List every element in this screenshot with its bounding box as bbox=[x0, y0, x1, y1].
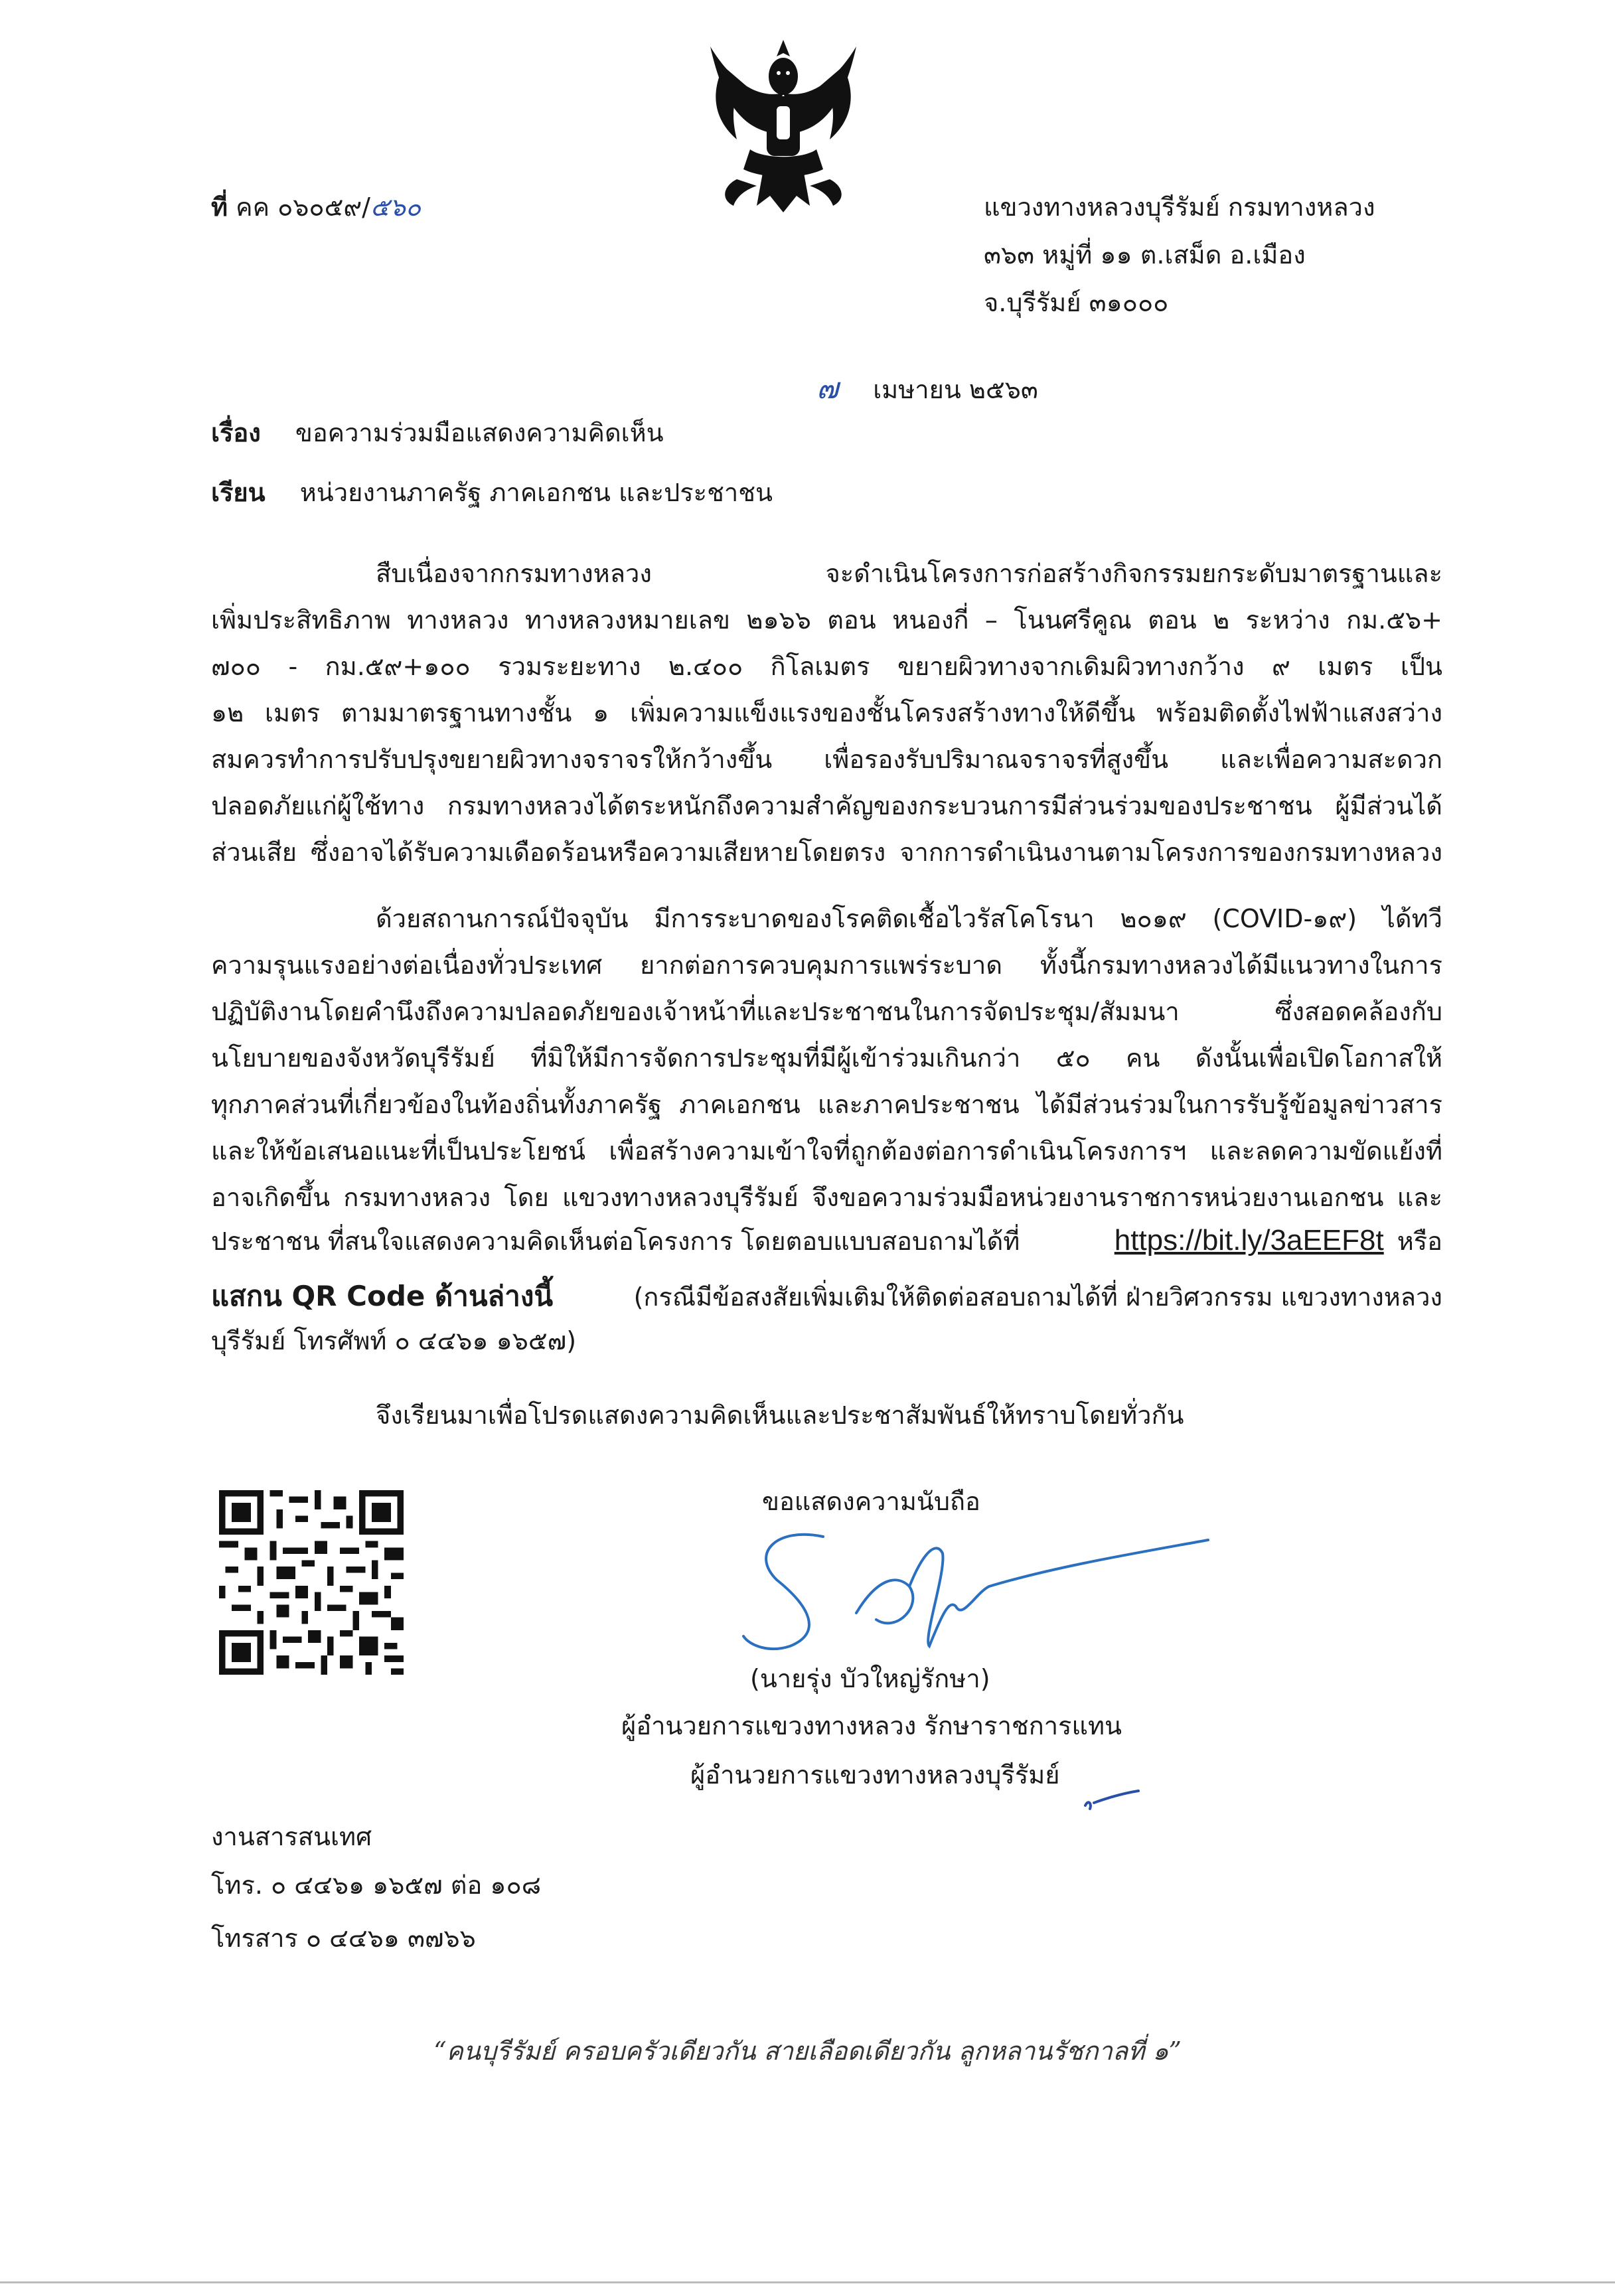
sender-line-3: จ.บุรีรัมย์ ๓๑๐๐๐ bbox=[984, 288, 1169, 317]
document-number-label: ที่ bbox=[211, 192, 228, 222]
subject-text: ขอความร่วมมือแสดงความคิดเห็น bbox=[295, 418, 664, 447]
paragraph-1-line: ส่วนเสีย ซึ่งอาจได้รับความเดือดร้อนหรือความเสียหายโดยตรง จากการดำเนินงานตามโครงการของกรมทางหลวง bbox=[211, 838, 1442, 867]
date-day: ๗ bbox=[816, 372, 839, 406]
initial-mark bbox=[1082, 1786, 1142, 1812]
recipient-text: หน่วยงานภาครัฐ ภาคเอกชน และประชาชน bbox=[299, 478, 773, 507]
signatory-name: (นายรุ่ง บัวใหญ่รักษา) bbox=[750, 1664, 990, 1693]
paragraph-1-line: ๗๐๐ - กม.๕๙+๑๐๐ รวมระยะทาง ๒.๔๐๐ กิโลเมตร ขยายผิวทางจากเดิมผิวทางกว้าง ๙ เมตร เป็น bbox=[211, 652, 1442, 681]
qr-code bbox=[219, 1490, 404, 1675]
date bbox=[816, 372, 1038, 407]
handwritten-number: ๕๖๐ bbox=[370, 192, 422, 222]
sender-line-2: ๓๖๓ หมู่ที่ ๑๑ ต.เสม็ด อ.เมือง bbox=[984, 240, 1306, 269]
paragraph-2-line: ความรุนแรงอย่างต่อเนื่องทั่วประเทศ ยากต่อการควบคุมการแพร่ระบาด ทั้งนี้กรมทางหลวงได้มีแนวทางในการ bbox=[211, 951, 1442, 980]
contact-unit: งานสารสนเทศ bbox=[211, 1822, 372, 1851]
survey-link-line bbox=[211, 1223, 1442, 1259]
paragraph-1-line: ๑๒ เมตร ตามมาตรฐานทางชั้น ๑ เพิ่มความแข็งแรงของชั้นโครงสร้างทางให้ดีขึ้น พร้อมติดตั้งไฟฟ้าแสงสว่าง bbox=[211, 698, 1442, 727]
document-number bbox=[211, 192, 421, 223]
survey-link-intro: ประชาชน ที่สนใจแสดงความคิดเห็นต่อโครงการ โดยตอบแบบสอบถามได้ที่ bbox=[211, 1227, 1020, 1256]
paragraph-2-line: นโยบายของจังหวัดบุรีรัมย์ ที่มิให้มีการจัดการประชุมที่มีผู้เข้าร่วมเกินกว่า ๕๐ คน ดังนั้นเพื่อเปิดโอกาสให้ bbox=[211, 1043, 1442, 1073]
paragraph-1-line: สืบเนื่องจากกรมทางหลวง จะดำเนินโครงการก่อสร้างกิจกรรมยกระดับมาตรฐานและ bbox=[376, 559, 1442, 588]
signature bbox=[724, 1513, 1215, 1666]
recipient bbox=[211, 478, 773, 508]
regards: ขอแสดงความนับถือ bbox=[762, 1487, 980, 1516]
qr-instruction-bold: แสกน QR Code ด้านล่างนี้ bbox=[211, 1280, 554, 1312]
paragraph-2-line: ทุกภาคส่วนที่เกี่ยวข้องในท้องถิ่นทั้งภาครัฐ ภาคเอกชน และภาคประชาชน ได้มีส่วนร่วมในการรับรู้ข้อมูลข่าวสาร bbox=[211, 1090, 1442, 1119]
paragraph-2-line: และให้ข้อเสนอแนะที่เป็นประโยชน์ เพื่อสร้างความเข้าใจที่ถูกต้องต่อการดำเนินโครงการฯ และลดความขัดแย้งที่ bbox=[211, 1136, 1442, 1166]
paragraph-2-line: อาจเกิดขึ้น กรมทางหลวง โดย แขวงทางหลวงบุรีรัมย์ จึงขอความร่วมมือหน่วยงานราชการหน่วยงานเอกชน และ bbox=[211, 1183, 1442, 1212]
qr-instruction-rest: (กรณีมีข้อสงสัยเพิ่มเติมให้ติดต่อสอบถามได้ที่ ฝ่ายวิศวกรรม แขวงทางหลวง bbox=[633, 1282, 1442, 1312]
document-number-value: คค ๐๖๐๕๙/ bbox=[236, 192, 370, 222]
recipient-label: เรียน bbox=[211, 478, 266, 507]
slogan: “คนบุรีรัมย์ ครอบครัวเดียวกัน สายเลือดเดียวกัน ลูกหลานรัชกาลที่ ๑” bbox=[433, 2036, 1182, 2066]
contact-phone-line: บุรีรัมย์ โทรศัพท์ ๐ ๔๔๖๑ ๑๖๕๗) bbox=[211, 1326, 577, 1355]
contact-tel: โทร. ๐ ๔๔๖๑ ๑๖๕๗ ต่อ ๑๐๘ bbox=[211, 1871, 542, 1900]
paragraph-1-line: สมควรทำการปรับปรุงขยายผิวทางจราจรให้กว้างขึ้น เพื่อรองรับปริมาณจราจรที่สูงขึ้น และเพื่อความสะดวก bbox=[211, 745, 1442, 774]
paragraph-2-line: ด้วยสถานการณ์ปัจจุบัน มีการระบาดของโรคติดเชื้อไวรัสโคโรนา ๒๐๑๙ (COVID-๑๙) ได้ทวี bbox=[376, 904, 1442, 933]
signatory-position-1: ผู้อำนวยการแขวงทางหลวง รักษาราชการแทน bbox=[621, 1711, 1122, 1740]
subject-label: เรื่อง bbox=[211, 418, 261, 447]
qr-instruction-line bbox=[211, 1280, 1442, 1313]
subject bbox=[211, 418, 664, 449]
survey-link-or: หรือ bbox=[1397, 1227, 1442, 1256]
signatory-position-2: ผู้อำนวยการแขวงทางหลวงบุรีรัมย์ bbox=[690, 1760, 1060, 1790]
paragraph-2-line: ปฏิบัติงานโดยคำนึงถึงความปลอดภัยของเจ้าหน้าที่และประชาชนในการจัดประชุม/สัมมนา ซึ่งสอดคล้องกับ bbox=[211, 997, 1442, 1026]
paragraph-1-line: ปลอดภัยแก่ผู้ใช้ทาง กรมทางหลวงได้ตระหนักถึงความสำคัญของกระบวนการมีส่วนร่วมของประชาชน ผู้มีส่วนได้ bbox=[211, 791, 1442, 820]
survey-link[interactable]: https://bit.ly/3aEEF8t bbox=[1114, 1224, 1384, 1257]
bottom-rule bbox=[0, 2281, 1615, 2283]
sender-line-1: แขวงทางหลวงบุรีรัมย์ กรมทางหลวง bbox=[984, 192, 1375, 222]
date-month-year: เมษายน ๒๕๖๓ bbox=[873, 375, 1038, 404]
garuda-emblem bbox=[684, 27, 883, 226]
paragraph-1-line: เพิ่มประสิทธิภาพ ทางหลวง ทางหลวงหมายเลข ๒๑๖๖ ตอน หนองกี่ – โนนศรีคูณ ตอน ๒ ระหว่าง กม.๕๖+ bbox=[211, 605, 1442, 635]
contact-fax: โทรสาร ๐ ๔๔๖๑ ๓๗๖๖ bbox=[211, 1924, 476, 1953]
closing-line: จึงเรียนมาเพื่อโปรดแสดงความคิดเห็นและประชาสัมพันธ์ให้ทราบโดยทั่วกัน bbox=[376, 1401, 1184, 1430]
